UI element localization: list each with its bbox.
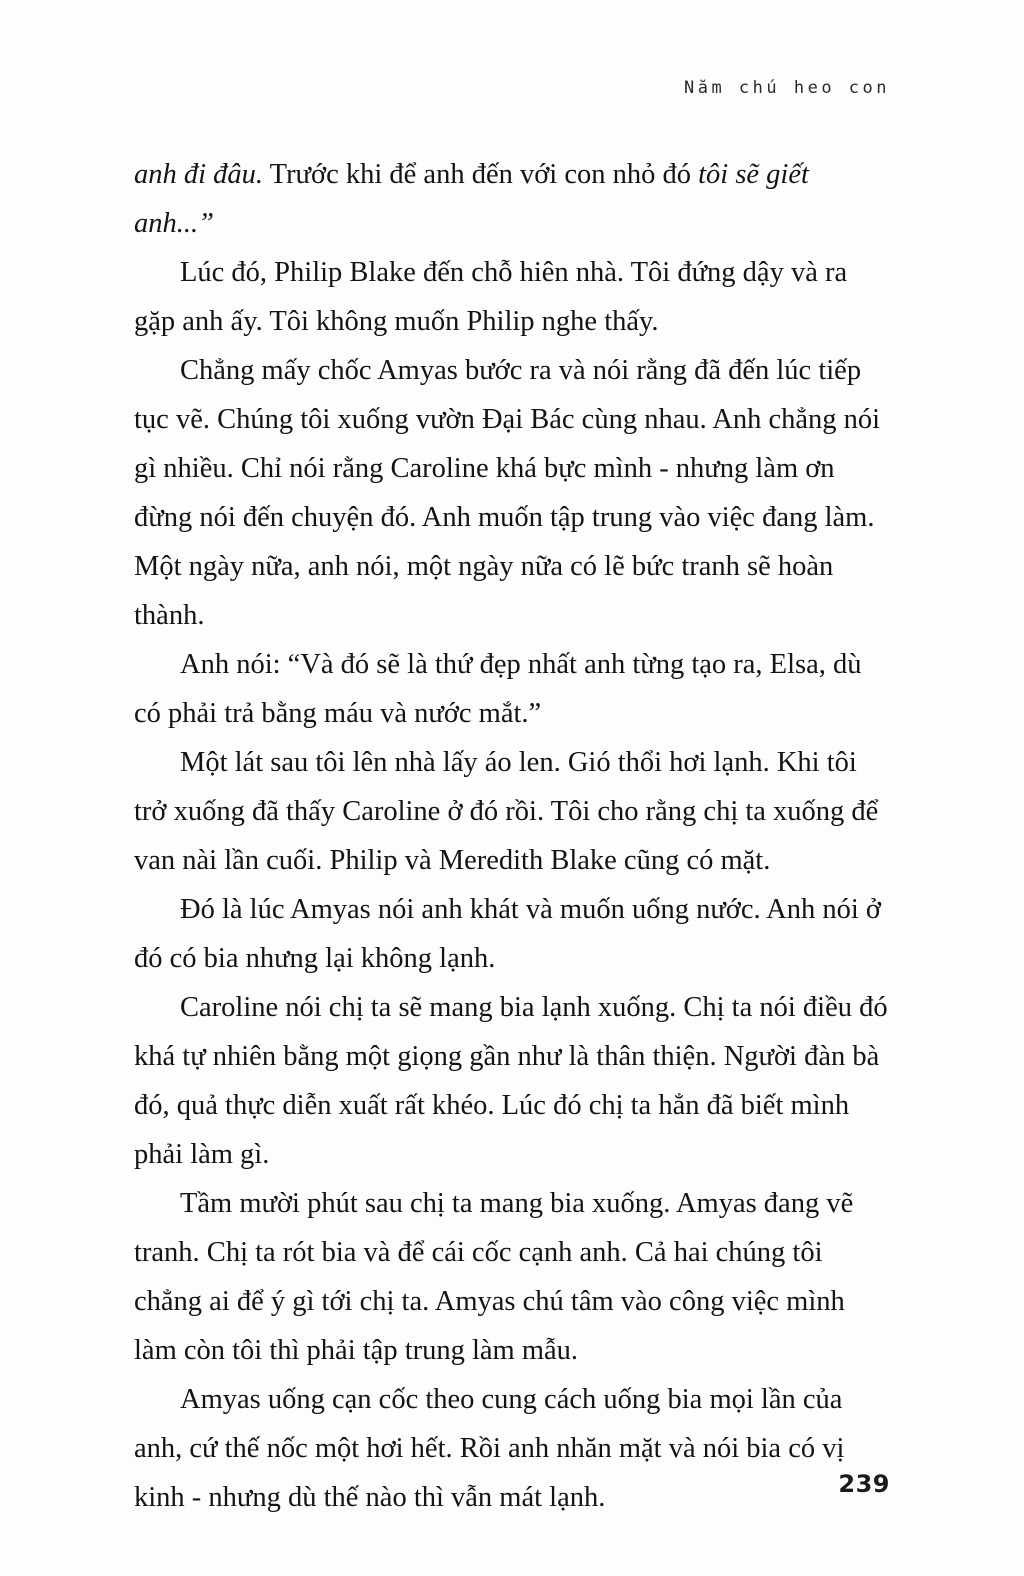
paragraph: [134, 640, 890, 738]
text-run: Amyas uống cạn cốc theo cung cách uống bia mọi lần của anh, cứ thế nốc một hơi hết. Rồi anh nhăn mặt và nói bia có vị kinh - nhưng dù thế nào thì vẫn mát lạnh.: [134, 1384, 845, 1513]
text-run: Lúc đó, Philip Blake đến chỗ hiên nhà. Tôi đứng dậy và ra gặp anh ấy. Tôi không muốn Philip nghe thấy.: [134, 257, 848, 337]
paragraph: [134, 738, 890, 885]
text-run: Caroline nói chị ta sẽ mang bia lạnh xuống. Chị ta nói điều đó khá tự nhiên bằng một giọng gần như là thân thiện. Người đàn bà đó, quả thực diễn xuất rất khéo. Lúc đó chị ta hẳn đã biết mình phải làm gì.: [134, 992, 888, 1170]
italic-run: tôi sẽ giết anh...”: [134, 159, 809, 239]
text-run: Chẳng mấy chốc Amyas bước ra và nói rằng đã đến lúc tiếp tục vẽ. Chúng tôi xuống vườn Đại Bác cùng nhau. Anh chẳng nói gì nhiều. Chỉ nói rằng Caroline khá bực mình - nhưng làm ơn đừng nói đến chuyện đó. Anh muốn tập trung vào việc đang làm. Một ngày nữa, anh nói, một ngày nữa có lẽ bức tranh sẽ hoàn thành.: [134, 355, 881, 631]
running-head: Năm chú heo con: [683, 78, 890, 98]
text-run: Trước khi để anh đến với con nhỏ đó: [263, 159, 699, 190]
page-number: 239: [838, 1470, 890, 1498]
text-run: Đó là lúc Amyas nói anh khát và muốn uống nước. Anh nói ở đó có bia nhưng lại không lạnh.: [134, 894, 882, 974]
paragraph: [134, 1179, 890, 1375]
text-run: Anh nói: “Và đó sẽ là thứ đẹp nhất anh từng tạo ra, Elsa, dù có phải trả bằng máu và nước mắt.”: [134, 649, 862, 729]
page-body: [134, 150, 890, 1522]
paragraph: [134, 150, 890, 248]
paragraph: [134, 885, 890, 983]
text-run: Một lát sau tôi lên nhà lấy áo len. Gió thổi hơi lạnh. Khi tôi trở xuống đã thấy Caroline ở đó rồi. Tôi cho rằng chị ta xuống để van nài lần cuối. Philip và Meredith Blake cũng có mặt.: [134, 747, 879, 876]
italic-run: anh đi đâu.: [134, 159, 264, 190]
text-run: Tầm mười phút sau chị ta mang bia xuống. Amyas đang vẽ tranh. Chị ta rót bia và để cái cốc cạnh anh. Cả hai chúng tôi chẳng ai để ý gì tới chị ta. Amyas chú tâm vào công việc mình làm còn tôi thì phải tập trung làm mẫu.: [134, 1188, 854, 1366]
paragraph: [134, 248, 890, 346]
paragraph: [134, 346, 890, 640]
paragraph: [134, 983, 890, 1179]
paragraph: [134, 1375, 890, 1522]
